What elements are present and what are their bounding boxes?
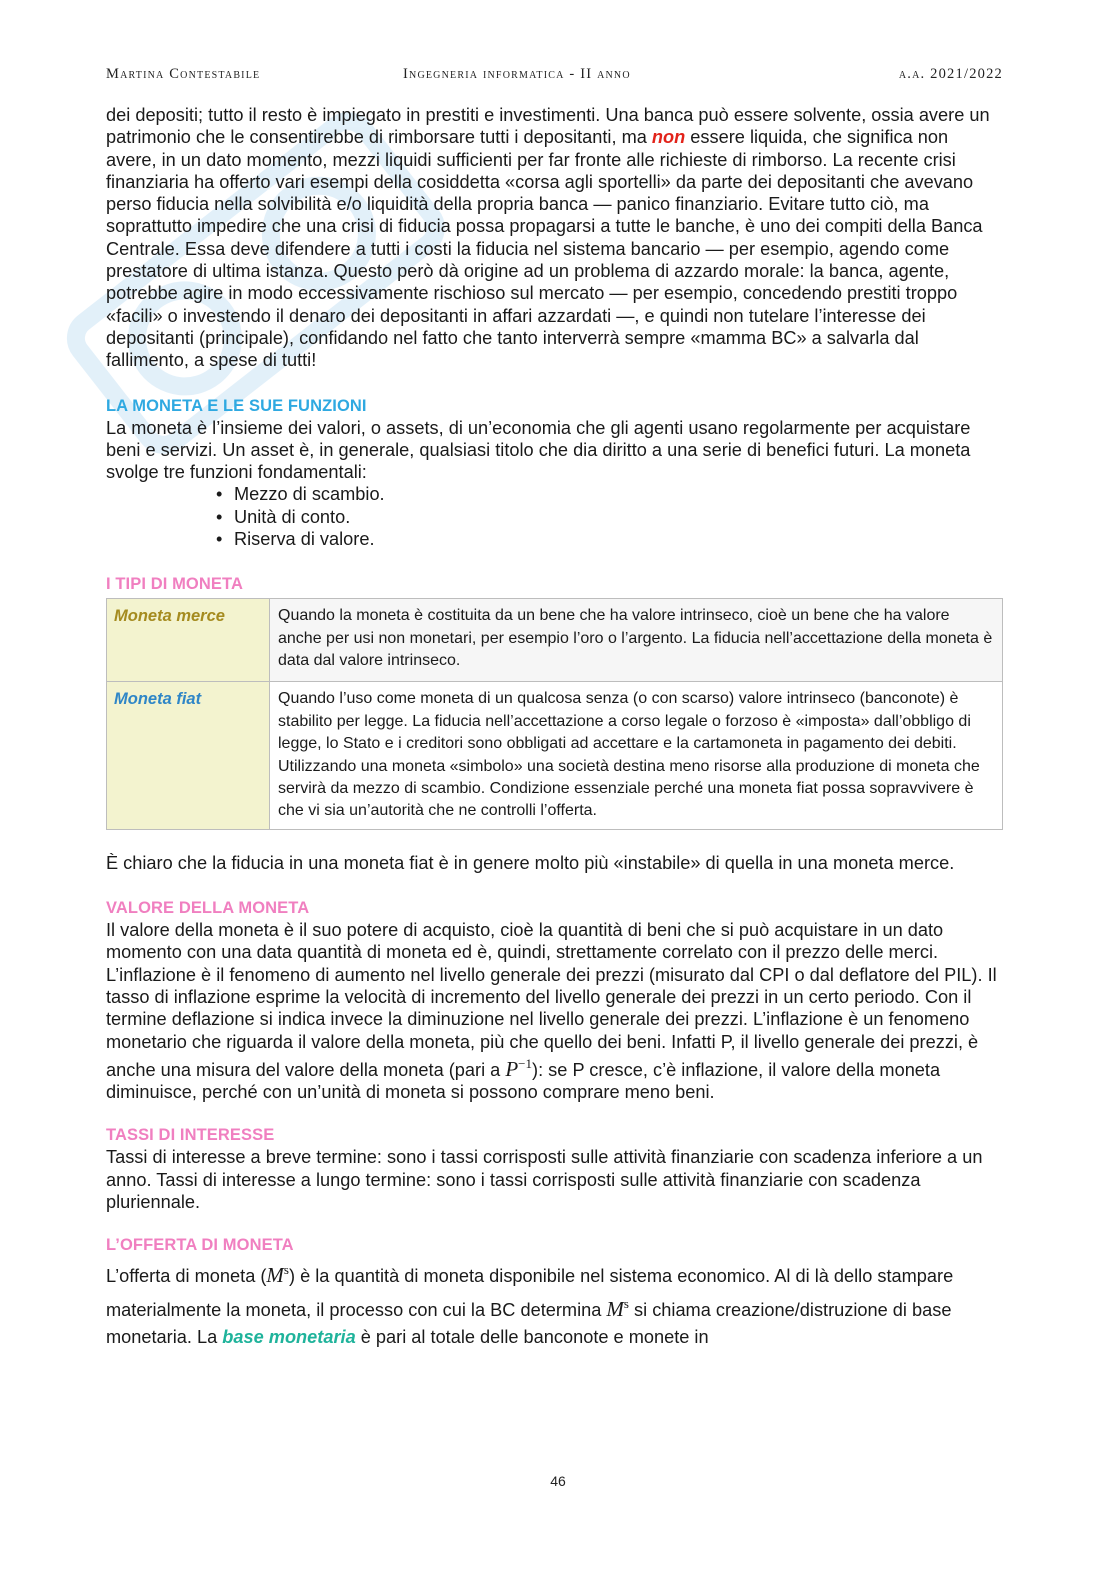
math-base: P [505,1056,519,1081]
header-year: a.a. 2021/2022 [898,66,1003,82]
intro-paragraph [106,104,1003,372]
valore-paragraph [106,919,1003,1103]
header-course: Ingegneria informatica - II anno [403,66,631,82]
section-title-valore: VALORE DELLA MONETA [106,899,310,918]
row-desc-moneta-fiat: Quando l’uso come moneta di un qualcosa senza (o con scarso) valore intrinseco (banconote) è stabilito per legge. La fiducia nell’accettazione a corso legale o forzoso è «imposta» dall’obbligo di legge, lo Stato e i creditori sono obbligati ad accettare e la cartamoneta in pagamento dei debiti. Utilizzando una moneta «simbolo» una società destina meno risorse alla produzione di moneta che servirà da mezzo di scambio. Condizione essenziale perché una moneta fiat possa sopravvivere è che vi sia un’autorità che ne controlli l’offerta. [270,682,1003,829]
list-item: • Mezzo di scambio. [216,484,385,505]
offerta-text-a: L’offerta di moneta ( [106,1266,267,1287]
intro-emphasis-non: non [651,127,686,148]
intro-text-b: essere liquida, che significa non avere, in un dato momento, mezzi liquidi sufficienti per far fronte alle richieste di rimborso. La recente crisi finanziaria ha offerto vari esempi della cosiddetta «corsa agli sportelli» da parte dei depositanti che avevano perso fiducia nella solvibilità e/o liquidità della propria banca — panico finanziario. Evitare tutto ciò, ma soprattutto impedire che una crisi di fiducia possa propagarsi a tutte le banche, è uno dei compiti della Banca Centrale. Essa deve difendere a tutti i costi la fiducia nel sistema bancario — per esempio, agendo come prestatore di ultima istanza. Questo però dà origine ad un problema di azzardo morale: la banca, agente, potrebbe agire in modo eccessivamente rischioso sul mercato — per esempio, concedendo prestiti troppo «facili» o investendo il denaro dei depositanti in affari azzardati —, e quindi non tutelare l’interesse dei depositanti (principale), confidando nel fatto che tanto interverrà sempre «mamma BC» a salvarla dal fallimento, a spese di tutti! [106,127,983,371]
section-title-offerta: L’OFFERTA DI MONETA [106,1236,294,1255]
offerta-text-b: ) è la quantità di moneta disponibile nel sistema economico. Al di là dello stampare materialmente la moneta, il processo con cui la BC determina [106,1266,954,1321]
header-author: Martina Contestabile [106,66,261,82]
math-money-supply [266,1263,289,1287]
math-exponent: s [623,1296,629,1312]
money-types-table [106,598,1003,829]
offerta-text-d: è pari al totale delle banconote e monete in [355,1327,709,1348]
valore-text-b: ): se P cresce, c’è inflazione, il valore della moneta diminuisce, perché con un’unità di moneta si possono comprare meno beni. [106,1059,941,1103]
list-item: • Unità di conto. [216,506,351,527]
tipi-after-text: È chiaro che la fiducia in una moneta fiat è in genere molto più «instabile» di quella in una moneta merce. [106,852,955,873]
list-item-label: Unità di conto. [234,506,351,527]
offerta-text-c: si chiama creazione/distruzione di base monetaria. La [106,1300,952,1348]
moneta-funzioni-text: La moneta è l’insieme dei valori, o assets, di un’economia che gli agenti usano regolarmente per acquistare beni e servizi. Un asset è, in generale, qualsiasi titolo che dia diritto a una serie di benefici futuri. La moneta svolge tre funzioni fondamentali: [106,417,971,483]
page-number: 46 [550,1473,566,1489]
page-content [106,104,1003,1351]
row-label-moneta-merce: Moneta merce [107,599,270,682]
functions-list [214,483,1003,550]
row-label-moneta-fiat: Moneta fiat [107,682,270,829]
offerta-paragraph [106,1256,1003,1351]
section-title-tassi: TASSI DI INTERESSE [106,1126,275,1145]
math-money-supply-2 [606,1297,629,1321]
math-p-inverse [505,1057,532,1081]
math-base: M [606,1297,624,1322]
section-title-tipi: I TIPI DI MONETA [106,575,243,594]
list-item-label: Riserva di valore. [234,529,375,550]
offerta-emphasis-base-monetaria: base monetaria [222,1327,356,1348]
intro-text-a: dei depositi; tutto il resto è impiegato in prestiti e investimenti. Una banca può essere solvente, ossia avere un patrimonio che le consentirebbe di rimborsare tutti i depositanti, ma [106,105,990,148]
table-row [107,682,1003,829]
list-item: • Riserva di valore. [216,529,375,550]
list-item-label: Mezzo di scambio. [234,484,385,505]
valore-text-a: Il valore della moneta è il suo potere di acquisto, cioè la quantità di beni che si può acquistare in un dato momento con una data quantità di moneta ed è, quindi, strettamente correlato con il prezzo delle merci. L’inflazione è il fenomeno di aumento nel livello generale dei prezzi (misurato dal CPI o dal deflatore del PIL). Il tasso di inflazione esprime la velocità di incremento del livello generale dei prezzi in un certo periodo. Con il termine deflazione si indica invece la diminuzione nel livello generale dei prezzi. L’inflazione è un fenomeno monetario che riguarda il valore della moneta, più che quello dei beni. Infatti P, il livello generale dei prezzi, è anche una misura del valore della moneta (pari a [106,920,997,1080]
math-base: M [266,1263,284,1288]
page-header [106,66,1003,86]
row-desc-moneta-merce: Quando la moneta è costituita da un bene che ha valore intrinseco, cioè un bene che ha valore anche per usi non monetari, per esempio l’oro o l’argento. La fiducia nell’accettazione della moneta è data dal valore intrinseco. [270,599,1003,682]
table-row [107,599,1003,682]
math-exponent: s [283,1262,289,1278]
section-title-moneta-funzioni: LA MONETA E LE SUE FUNZIONI [106,396,367,415]
tassi-text: Tassi di interesse a breve termine: sono i tassi corrisposti sulle attività finanziarie con scadenza inferiore a un anno. Tassi di interesse a lungo termine: sono i tassi corrisposti sulle attività finanziarie con scadenza pluriennale. [106,1147,983,1213]
math-exponent: −1 [518,1055,533,1071]
